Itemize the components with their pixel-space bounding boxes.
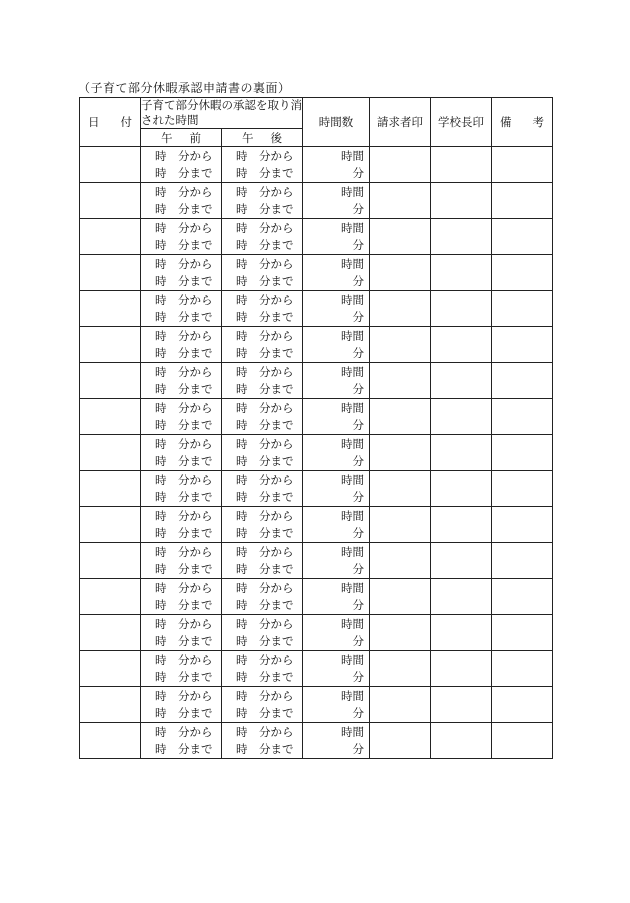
hours-cell[interactable]: 時間 分 [303,543,370,579]
hours-cell[interactable]: 時間 分 [303,471,370,507]
principal-seal-cell[interactable] [431,615,492,651]
remarks-cell[interactable] [492,579,553,615]
remarks-cell[interactable] [492,363,553,399]
table-row [80,579,553,615]
requester-seal-cell[interactable] [370,147,431,183]
remarks-cell[interactable] [492,471,553,507]
cancellation-table [79,97,553,759]
remarks-cell[interactable] [492,219,553,255]
requester-seal-cell[interactable] [370,255,431,291]
date-cell[interactable] [80,651,141,687]
pm-time-cell[interactable]: 時 分から 時 分まで [222,471,303,507]
remarks-cell[interactable] [492,183,553,219]
table-row [80,651,553,687]
am-time-cell[interactable]: 時 分から 時 分まで [141,219,222,255]
table-row [80,399,553,435]
table-row [80,615,553,651]
principal-seal-header: 学校長印 [431,98,492,147]
am-time-cell[interactable]: 時 分から 時 分まで [141,399,222,435]
am-time-cell[interactable]: 時 分から 時 分まで [141,435,222,471]
principal-seal-cell[interactable] [431,327,492,363]
principal-seal-cell[interactable] [431,255,492,291]
form-caption: （子育て部分休暇承認申請書の裏面） [78,81,291,95]
hours-cell[interactable]: 時間 分 [303,435,370,471]
principal-seal-cell[interactable] [431,363,492,399]
remarks-cell[interactable] [492,723,553,759]
requester-seal-cell[interactable] [370,471,431,507]
pm-time-cell[interactable]: 時 分から 時 分まで [222,543,303,579]
remarks-header: 備 考 [492,98,553,147]
remarks-cell[interactable] [492,687,553,723]
pm-header: 午 後 [222,129,303,147]
am-time-cell[interactable]: 時 分から 時 分まで [141,255,222,291]
table-row [80,363,553,399]
requester-seal-cell[interactable] [370,363,431,399]
date-cell[interactable] [80,687,141,723]
pm-time-cell[interactable]: 時 分から 時 分まで [222,327,303,363]
table-row [80,183,553,219]
requester-seal-header: 請求者印 [370,98,431,147]
date-header: 日 付 [80,98,141,147]
date-cell[interactable] [80,183,141,219]
hours-cell[interactable]: 時間 分 [303,291,370,327]
hours-cell[interactable]: 時間 分 [303,687,370,723]
table-row [80,543,553,579]
hours-cell[interactable]: 時間 分 [303,363,370,399]
hours-cell[interactable]: 時間 分 [303,219,370,255]
requester-seal-cell[interactable] [370,291,431,327]
date-cell[interactable] [80,471,141,507]
principal-seal-cell[interactable] [431,579,492,615]
hours-cell[interactable]: 時間 分 [303,147,370,183]
am-time-cell[interactable]: 時 分から 時 分まで [141,183,222,219]
table-row [80,327,553,363]
requester-seal-cell[interactable] [370,615,431,651]
pm-time-cell[interactable]: 時 分から 時 分まで [222,219,303,255]
table-row [80,147,553,183]
table-row [80,219,553,255]
principal-seal-cell[interactable] [431,147,492,183]
hours-cell[interactable]: 時間 分 [303,651,370,687]
pm-time-cell[interactable]: 時 分から 時 分まで [222,579,303,615]
am-time-cell[interactable]: 時 分から 時 分まで [141,507,222,543]
remarks-cell[interactable] [492,543,553,579]
am-time-cell[interactable]: 時 分から 時 分まで [141,147,222,183]
hours-cell[interactable]: 時間 分 [303,579,370,615]
pm-time-cell[interactable]: 時 分から 時 分まで [222,183,303,219]
date-cell[interactable] [80,435,141,471]
requester-seal-cell[interactable] [370,579,431,615]
pm-time-cell[interactable]: 時 分から 時 分まで [222,723,303,759]
table-row [80,471,553,507]
am-time-cell[interactable]: 時 分から 時 分まで [141,543,222,579]
date-cell[interactable] [80,255,141,291]
hours-cell[interactable]: 時間 分 [303,723,370,759]
date-cell[interactable] [80,291,141,327]
table-row [80,291,553,327]
pm-time-cell[interactable]: 時 分から 時 分まで [222,651,303,687]
pm-time-cell[interactable]: 時 分から 時 分まで [222,291,303,327]
date-cell[interactable] [80,543,141,579]
pm-time-cell[interactable]: 時 分から 時 分まで [222,507,303,543]
remarks-cell[interactable] [492,327,553,363]
table-row [80,723,553,759]
pm-time-cell[interactable]: 時 分から 時 分まで [222,615,303,651]
requester-seal-cell[interactable] [370,435,431,471]
date-cell[interactable] [80,723,141,759]
remarks-cell[interactable] [492,147,553,183]
requester-seal-cell[interactable] [370,507,431,543]
requester-seal-cell[interactable] [370,327,431,363]
date-cell[interactable] [80,399,141,435]
hours-cell[interactable]: 時間 分 [303,255,370,291]
hours-cell[interactable]: 時間 分 [303,327,370,363]
principal-seal-cell[interactable] [431,471,492,507]
requester-seal-cell[interactable] [370,219,431,255]
remarks-cell[interactable] [492,399,553,435]
table-row [80,507,553,543]
requester-seal-cell[interactable] [370,183,431,219]
date-cell[interactable] [80,507,141,543]
principal-seal-cell[interactable] [431,723,492,759]
remarks-cell[interactable] [492,291,553,327]
requester-seal-cell[interactable] [370,399,431,435]
table-row [80,255,553,291]
principal-seal-cell[interactable] [431,435,492,471]
cancelled-time-header: 子育て部分休暇の承認を取り消された時間 [141,98,302,127]
remarks-cell[interactable] [492,255,553,291]
remarks-cell[interactable] [492,435,553,471]
principal-seal-cell[interactable] [431,651,492,687]
principal-seal-cell[interactable] [431,399,492,435]
am-time-cell[interactable]: 時 分から 時 分まで [141,651,222,687]
requester-seal-cell[interactable] [370,723,431,759]
hours-cell[interactable]: 時間 分 [303,507,370,543]
table-row [80,435,553,471]
principal-seal-cell[interactable] [431,291,492,327]
date-cell[interactable] [80,579,141,615]
pm-time-cell[interactable]: 時 分から 時 分まで [222,687,303,723]
principal-seal-cell[interactable] [431,543,492,579]
date-cell[interactable] [80,327,141,363]
principal-seal-cell[interactable] [431,183,492,219]
am-time-cell[interactable]: 時 分から 時 分まで [141,291,222,327]
date-cell[interactable] [80,363,141,399]
hours-cell[interactable]: 時間 分 [303,183,370,219]
remarks-cell[interactable] [492,651,553,687]
requester-seal-cell[interactable] [370,543,431,579]
date-cell[interactable] [80,147,141,183]
am-header: 午 前 [141,129,222,147]
pm-time-cell[interactable]: 時 分から 時 分まで [222,363,303,399]
remarks-cell[interactable] [492,615,553,651]
requester-seal-cell[interactable] [370,687,431,723]
hours-cell[interactable]: 時間 分 [303,615,370,651]
remarks-cell[interactable] [492,507,553,543]
am-time-cell[interactable]: 時 分から 時 分まで [141,471,222,507]
am-time-cell[interactable]: 時 分から 時 分まで [141,579,222,615]
am-time-cell[interactable]: 時 分から 時 分まで [141,615,222,651]
am-time-cell[interactable]: 時 分から 時 分まで [141,687,222,723]
hours-header: 時間数 [303,98,370,147]
am-time-cell[interactable]: 時 分から 時 分まで [141,723,222,759]
principal-seal-cell[interactable] [431,687,492,723]
principal-seal-cell[interactable] [431,507,492,543]
date-cell[interactable] [80,615,141,651]
am-time-cell[interactable]: 時 分から 時 分まで [141,363,222,399]
date-cell[interactable] [80,219,141,255]
table-row [80,687,553,723]
am-time-cell[interactable]: 時 分から 時 分まで [141,327,222,363]
requester-seal-cell[interactable] [370,651,431,687]
pm-time-cell[interactable]: 時 分から 時 分まで [222,255,303,291]
pm-time-cell[interactable]: 時 分から 時 分まで [222,435,303,471]
hours-cell[interactable]: 時間 分 [303,399,370,435]
pm-time-cell[interactable]: 時 分から 時 分まで [222,399,303,435]
principal-seal-cell[interactable] [431,219,492,255]
pm-time-cell[interactable]: 時 分から 時 分まで [222,147,303,183]
